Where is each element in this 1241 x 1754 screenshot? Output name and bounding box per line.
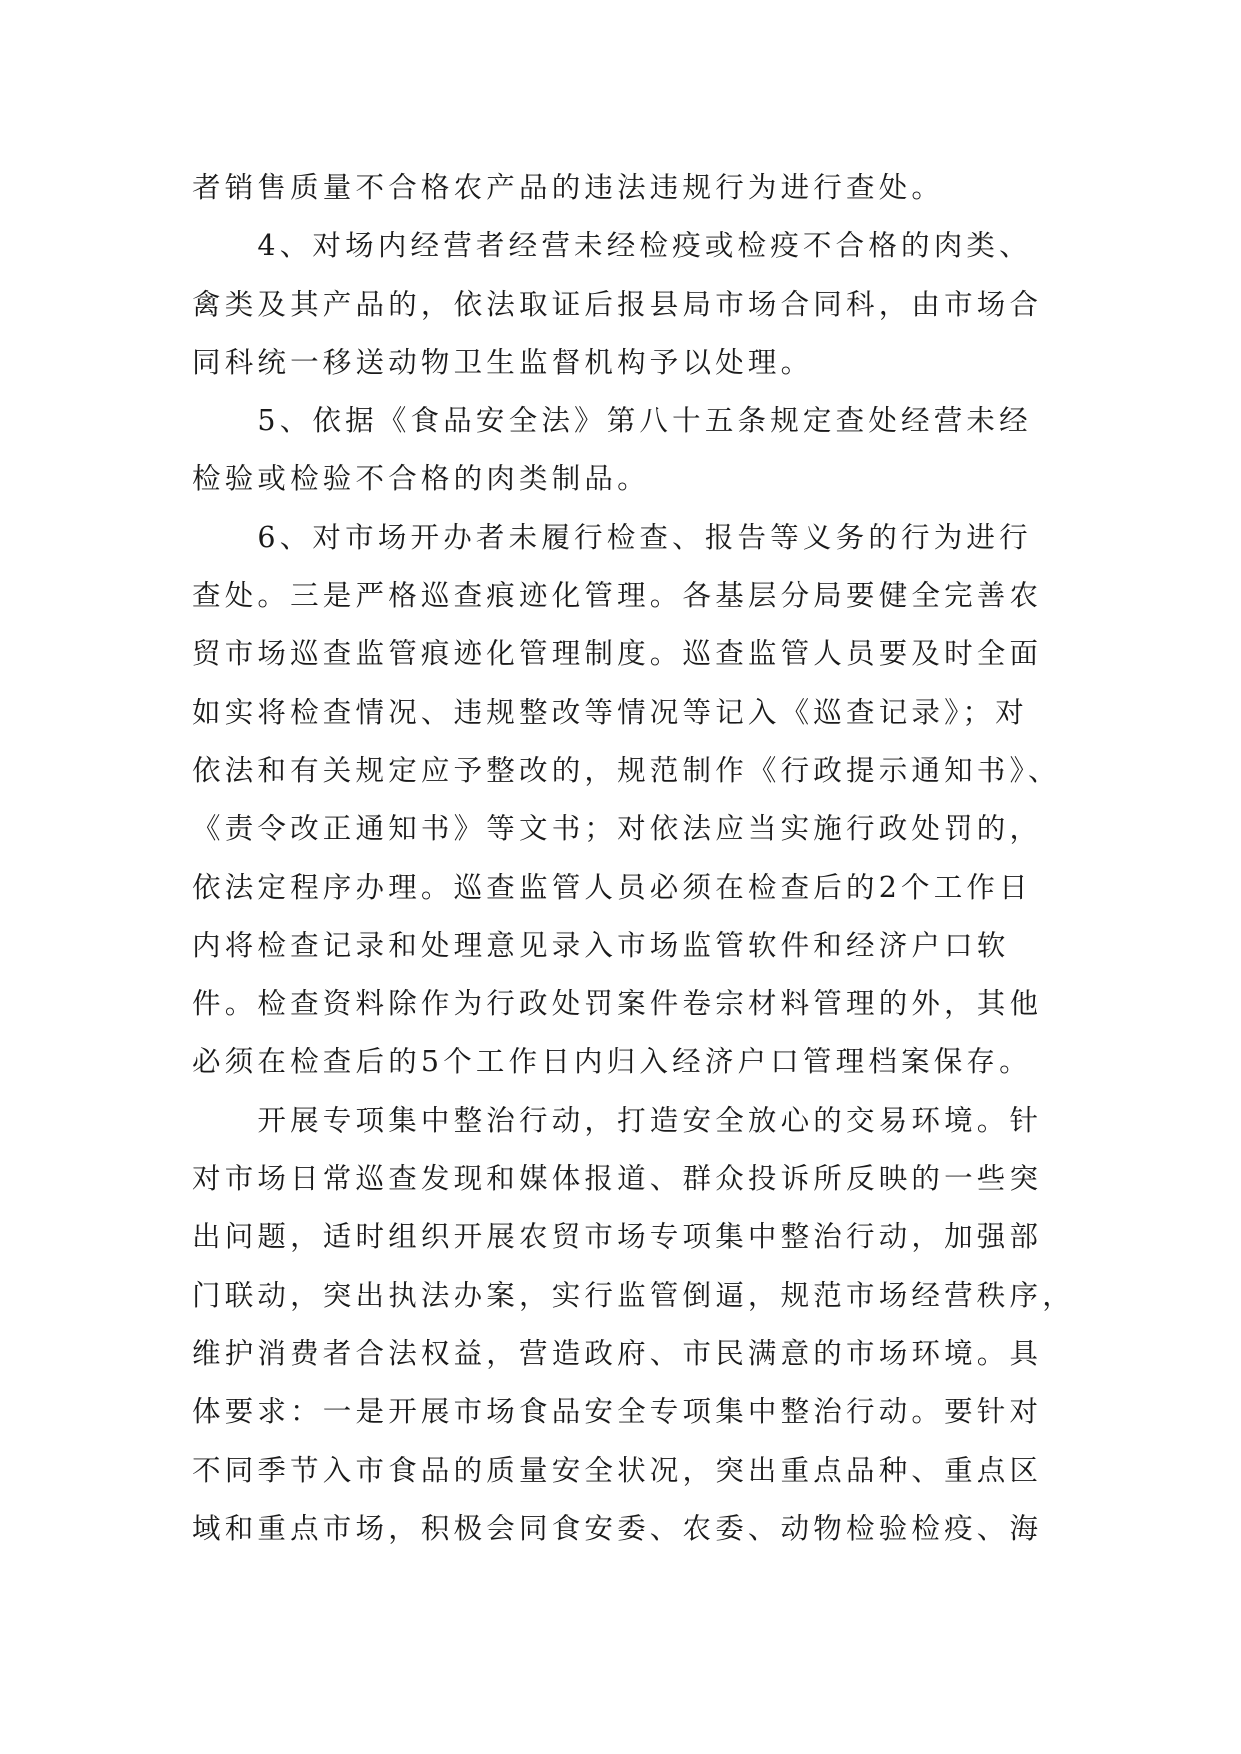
text-line: 不同季节入市食品的质量安全状况，突出重点品种、重点区 <box>192 1453 1043 1487</box>
text-line: 必须在检查后的5个工作日内归入经济户口管理档案保存。 <box>192 1045 1032 1079</box>
text-line: 同科统一移送动物卫生监督机构予以处理。 <box>192 345 814 379</box>
document-body <box>192 159 1075 1558</box>
text-line: 5、依据《食品安全法》第八十五条规定查处经营未经 <box>192 404 1032 438</box>
text-line: 内将检查记录和处理意见录入市场监管软件和经济户口软 <box>192 928 1010 962</box>
text-line: 域和重点市场，积极会同食安委、农委、动物检验检疫、海 <box>192 1511 1043 1545</box>
text-line: 4、对场内经营者经营未经检疫或检疫不合格的肉类、 <box>192 229 1032 263</box>
text-line: 《责令改正通知书》等文书；对依法应当实施行政处罚的， <box>192 812 1043 846</box>
text-line: 开展专项集中整治行动，打造安全放心的交易环境。针 <box>192 1103 1043 1137</box>
text-line: 查处。三是严格巡查痕迹化管理。各基层分局要健全完善农 <box>192 579 1043 613</box>
text-line: 如实将检查情况、违规整改等情况等记入《巡查记录》；对 <box>192 695 1028 729</box>
text-line: 贸市场巡查监管痕迹化管理制度。巡查监管人员要及时全面 <box>192 637 1043 671</box>
text-line: 依法和有关规定应予整改的，规范制作《行政提示通知书》、 <box>192 753 1061 787</box>
text-line: 依法定程序办理。巡查监管人员必须在检查后的2个工作日 <box>192 870 1032 904</box>
text-line: 对市场日常巡查发现和媒体报道、群众投诉所反映的一些突 <box>192 1162 1043 1196</box>
text-line: 者销售质量不合格农产品的违法违规行为进行查处。 <box>192 171 945 204</box>
text-line: 维护消费者合法权益，营造政府、市民满意的市场环境。具 <box>192 1336 1043 1370</box>
text-line: 体要求：一是开展市场食品安全专项集中整治行动。要针对 <box>192 1395 1043 1429</box>
text-line: 检验或检验不合格的肉类制品。 <box>192 462 650 496</box>
text-line: 门联动，突出执法办案，实行监管倒逼，规范市场经营秩序， <box>192 1278 1075 1312</box>
text-line: 出问题，适时组织开展农贸市场专项集中整治行动，加强部 <box>192 1220 1043 1254</box>
text-line: 禽类及其产品的，依法取证后报县局市场合同科，由市场合 <box>192 287 1043 321</box>
text-line: 件。检查资料除作为行政处罚案件卷宗材料管理的外，其他 <box>192 987 1043 1021</box>
text-line: 6、对市场开办者未履行检查、报告等义务的行为进行 <box>192 520 1032 554</box>
